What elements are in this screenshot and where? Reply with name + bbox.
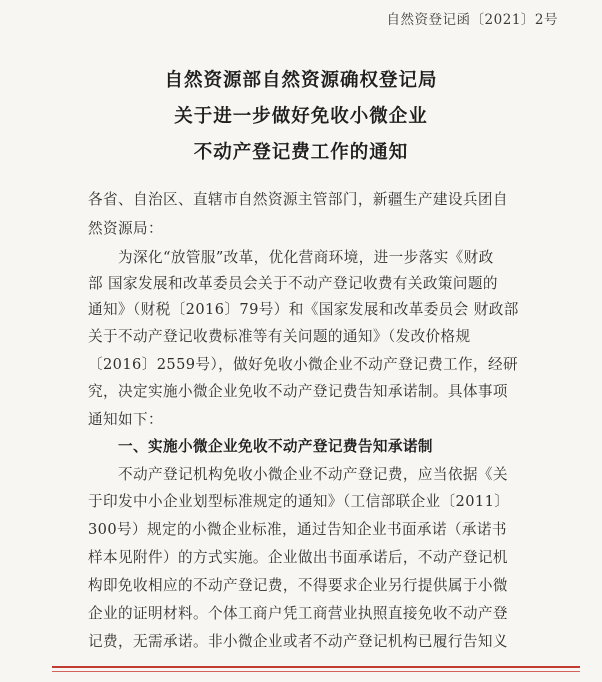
red-divider-line [52,666,580,668]
paragraph-line: 通知》（财税〔2016〕79号）和《国家发展和改革委员会 财政部 [88,301,519,318]
paragraph-line: 样本见附件）的方式实施。企业做出书面承诺后，不动产登记机 [88,549,508,566]
recipient-line: 然资源局： [88,220,163,237]
paragraph-line: 关于不动产登记收费标准等有关问题的通知》（发改价格规 [88,328,471,345]
title-line-2: 关于进一步做好免收小微企业 [174,106,428,127]
recipient-line: 各省、自治区、直辖市自然资源主管部门，新疆生产建设兵团自 [88,191,508,208]
paragraph-line: 部 国家发展和改革委员会关于不动产登记收费有关政策问题的 [88,275,498,292]
paragraph-line: 为深化“放管服”改革，优化营商环境，进一步落实《财政 [118,249,494,266]
paragraph-line: 记费，无需承诺。非小微企业或者不动产登记机构已履行告知义 [88,633,508,650]
red-divider-line-thin [52,671,580,672]
paragraph-line: 通知如下： [88,411,163,428]
paragraph-line: 不动产登记机构免收小微企业不动产登记费，应当依据《关 [118,466,508,483]
title-line-3: 不动产登记费工作的通知 [193,142,409,163]
paragraph-line: 〔2016〕2559号），做好免收小微企业不动产登记费工作，经研 [88,356,519,373]
document-number: 自然资登记函〔2021〕2号 [386,12,558,28]
paragraph-line: 究，决定实施小微企业免收不动产登记费告知承诺制。具体事项 [88,383,508,400]
paragraph-line: 企业的证明材料。个体工商户凭工商营业执照直接免收不动产登 [88,605,508,622]
title-line-1: 自然资源部自然资源确权登记局 [164,70,438,91]
paragraph-line: 于印发中小企业划型标准规定的通知》（工信部联企业〔2011〕 [88,493,510,510]
section-heading: 一、实施小微企业免收不动产登记费告知承诺制 [118,438,433,455]
paragraph-line: 构即免收相应的不动产登记费，不得要求企业另行提供属于小微 [88,577,508,594]
paragraph-line: 300号）规定的小微企业标准，通过告知企业书面承诺（承诺书 [88,521,507,538]
